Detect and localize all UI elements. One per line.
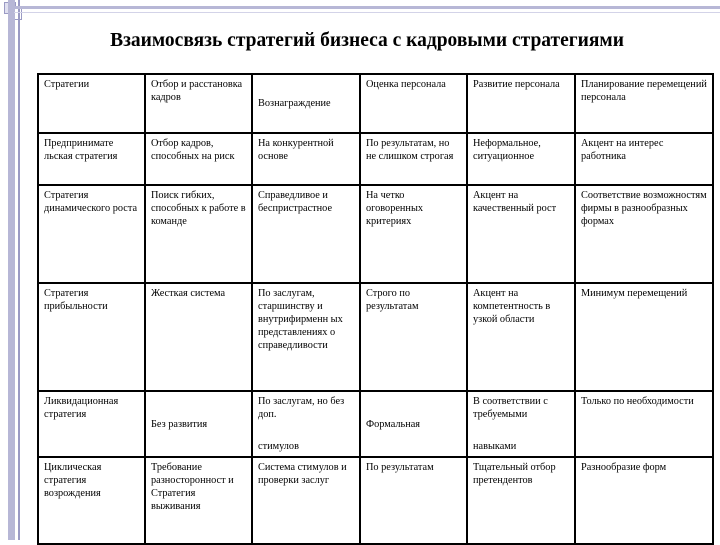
table-cell: Акцент на компетентность в узкой области	[467, 283, 575, 391]
table-cell: Отбор кадров, способных на риск	[145, 133, 252, 185]
table-cell: Соответствие возможностям фирмы в разнообразных формах	[575, 185, 713, 283]
cell-text: В соответствии с требуемыми	[473, 396, 548, 420]
table-cell: На четко оговоренных критериях	[360, 185, 467, 283]
table-cell: По результатам, но не слишком строгая	[360, 133, 467, 185]
slide-title: Взаимосвязь стратегий бизнеса с кадровыми стратегиями	[110, 30, 624, 51]
table-cell: Требование разносторонност и Стратегия выживания	[145, 457, 252, 544]
header-cell: Отбор и расстановка кадров	[145, 74, 252, 133]
cell-text-continuation: стимулов	[258, 441, 299, 452]
header-cell: Оценка персонала	[360, 74, 467, 133]
header-cell: Планирование перемещений персонала	[575, 74, 713, 133]
table-cell: Стратегия динамического роста	[38, 185, 145, 283]
table-cell	[252, 391, 360, 457]
header-cell: Стратегии	[38, 74, 145, 133]
table-cell: По заслугам, старшинству и внутрифирменн ых представлениях о справедливости	[252, 283, 360, 391]
table-cell: Система стимулов и проверки заслуг	[252, 457, 360, 544]
table-cell: Тщательный отбор претендентов	[467, 457, 575, 544]
frame-left-bar	[8, 0, 15, 540]
cell-text: По заслугам, но без доп.	[258, 396, 345, 420]
table-cell: Разнообразие форм	[575, 457, 713, 544]
strategy-table	[37, 73, 714, 545]
table-cell: Акцент на интерес работника	[575, 133, 713, 185]
table-cell: Предпринимате льская стратегия	[38, 133, 145, 185]
table-cell: Ликвидационная стратегия	[38, 391, 145, 457]
table-cell: Стратегия прибыльности	[38, 283, 145, 391]
header-cell: Вознаграждение	[252, 74, 360, 133]
table-cell: Поиск гибких, способных к работе в команде	[145, 185, 252, 283]
frame-top-bar	[8, 6, 720, 9]
table-cell: Без развития	[145, 391, 252, 457]
table-cell: На конкурентной основе	[252, 133, 360, 185]
table-cell: Акцент на качественный рост	[467, 185, 575, 283]
table-cell: Справедливое и беспристрастное	[252, 185, 360, 283]
table-cell	[467, 391, 575, 457]
table-cell: Формальная	[360, 391, 467, 457]
table-cell: Неформальное, ситуационное	[467, 133, 575, 185]
table-cell: Циклическая стратегия возрождения	[38, 457, 145, 544]
header-cell: Развитие персонала	[467, 74, 575, 133]
table-header-row	[38, 74, 713, 133]
table-cell: Минимум перемещений	[575, 283, 713, 391]
table-row	[38, 133, 713, 185]
frame-top-line	[14, 12, 720, 13]
table-cell: Жесткая система	[145, 283, 252, 391]
table-cell: Только по необходимости	[575, 391, 713, 457]
table-row	[38, 391, 713, 457]
table-cell: По результатам	[360, 457, 467, 544]
table-row	[38, 283, 713, 391]
table-cell: Строго по результатам	[360, 283, 467, 391]
frame-left-line	[18, 0, 20, 540]
table-row	[38, 457, 713, 544]
cell-text-continuation: навыками	[473, 441, 517, 452]
table-row	[38, 185, 713, 283]
